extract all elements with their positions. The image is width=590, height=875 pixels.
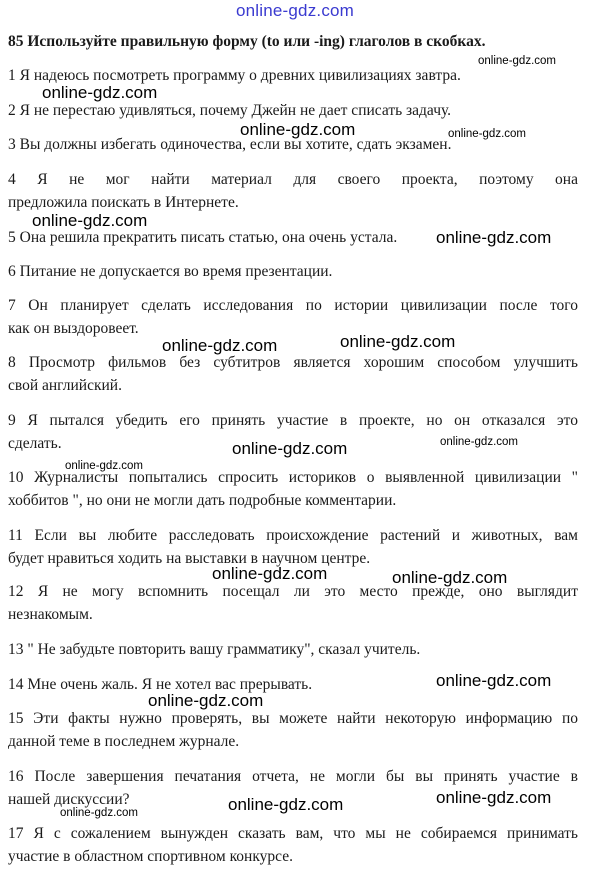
exercise-line: будет нравиться ходить на выставки в научном центре. [8, 550, 371, 567]
task-title: 85 Используйте правильную форму (to или -ing) глаголов в скобках. [8, 33, 486, 50]
watermark: online-gdz.com [436, 228, 552, 247]
exercise-line: 15 Эти факты нужно проверять, вы можете найти некоторую информацию по [8, 710, 578, 727]
exercise-line: 5 Она решила прекратить писать статью, она очень устала. [8, 229, 398, 246]
exercise-item-8 [8, 351, 578, 397]
watermark: online-gdz.com [340, 332, 456, 351]
exercise-line: хоббитов ", но они не могли дать подробные комментарии. [8, 492, 397, 509]
watermark: online-gdz.com [148, 691, 264, 710]
watermark: online-gdz.com [392, 568, 508, 587]
exercise-item-7 [8, 294, 578, 340]
exercise-line: 6 Питание не допускается во время презентации. [8, 263, 333, 280]
exercise-line: 8 Просмотр фильмов без субтитров является хорошим способом улучшить [8, 354, 578, 371]
watermark: online-gdz.com [212, 564, 328, 583]
exercise-item-15 [8, 707, 578, 753]
exercise-item-10 [8, 466, 578, 512]
exercise-line: 7 Он планирует сделать исследования по истории цивилизации после того [8, 297, 578, 314]
watermark: online-gdz.com [240, 120, 356, 139]
exercise-item-13 [8, 638, 578, 661]
watermark: online-gdz.com [448, 128, 526, 140]
exercise-line: как он выздоровеет. [8, 320, 139, 337]
exercise-line: свой английский. [8, 377, 122, 394]
exercise-item-17 [8, 822, 578, 868]
exercise-line: 10 Журналисты попытались спросить историков о выявленной цивилизации " [8, 469, 578, 486]
exercise-line: 12 Я не могу вспомнить посещал ли это место прежде, оно выглядит [8, 583, 578, 600]
exercise-line: 2 Я не перестаю удивляться, почему Джейн не дает списать задачу. [8, 102, 452, 119]
exercise-line: 14 Мне очень жаль. Я не хотел вас прерывать. [8, 676, 313, 693]
exercise-line: 17 Я с сожалением вынужден сказать вам, что мы не собираемся принимать [8, 825, 578, 842]
exercise-line: сделать. [8, 435, 62, 452]
watermark: online-gdz.com [65, 460, 143, 472]
exercise-line: 16 После завершения печатания отчета, не могли бы вы принять участие в [8, 768, 578, 785]
exercise-line: участие в областном спортивном конкурсе. [8, 848, 293, 865]
exercise-line: 1 Я надеюсь посмотреть программу о древних цивилизациях завтра. [8, 67, 461, 84]
exercise-line: 13 " Не забудьте повторить вашу грамматику", сказал учитель. [8, 641, 421, 658]
watermark: online-gdz.com [32, 211, 148, 230]
exercise-item-4 [8, 168, 578, 214]
exercise-line: нашей дискуссии? [8, 791, 130, 808]
watermark: online-gdz.com [436, 788, 552, 807]
watermark: online-gdz.com [436, 671, 552, 690]
watermark: online-gdz.com [42, 83, 158, 102]
exercise-line: 9 Я пытался убедить его принять участие в проекте, но он отказался это [8, 412, 578, 429]
exercise-line: 3 Вы должны избегать одиночества, если вы хотите, сдать экзамен. [8, 136, 452, 153]
site-header-watermark: online-gdz.com [235, 1, 355, 20]
exercise-line: данной теме в последнем журнале. [8, 733, 240, 750]
watermark: online-gdz.com [440, 436, 518, 448]
watermark: online-gdz.com [60, 807, 138, 819]
exercise-line: 11 Если вы любите расследовать происхождение растений и животных, вам [8, 527, 578, 544]
exercise-line: 4 Я не мог найти материал для своего проекта, поэтому она [8, 171, 578, 188]
exercise-item-6 [8, 260, 578, 283]
watermark: online-gdz.com [162, 336, 278, 355]
watermark: online-gdz.com [478, 55, 556, 67]
exercise-line: предложила поискать в Интернете. [8, 194, 239, 211]
watermark: online-gdz.com [228, 795, 344, 814]
watermark: online-gdz.com [232, 439, 348, 458]
exercise-line: незнакомым. [8, 606, 93, 623]
